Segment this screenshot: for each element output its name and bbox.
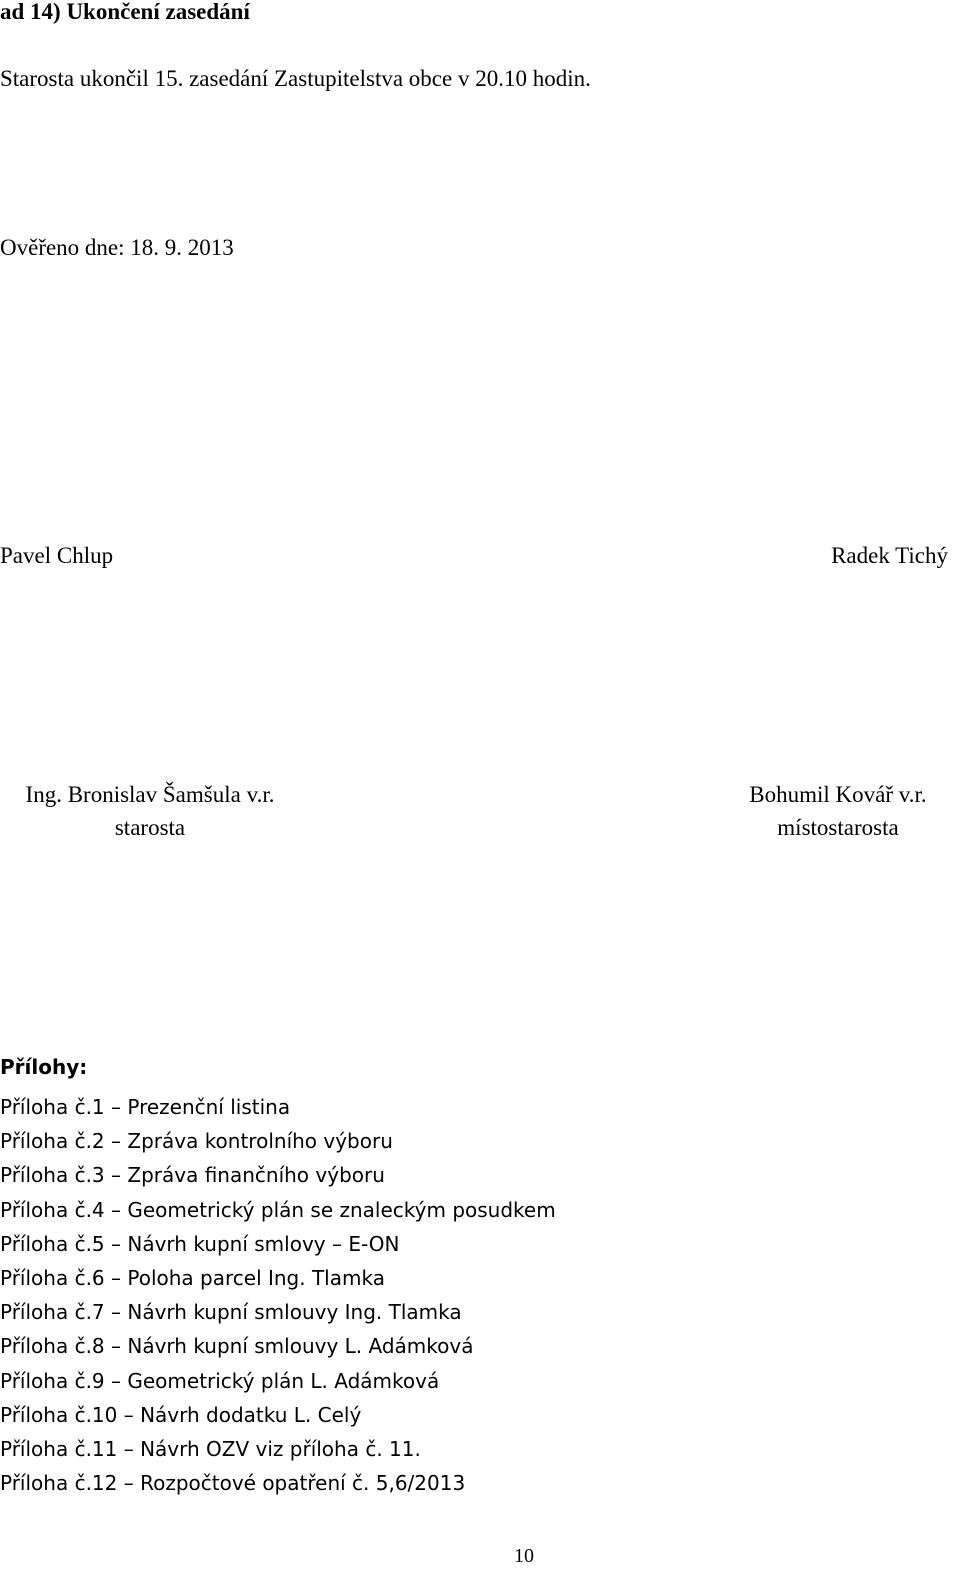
section-heading: ad 14) Ukončení zasedání	[0, 0, 250, 24]
mayor-name: Ing. Bronislav Šamšula v.r.	[25, 782, 275, 807]
attachment-item: Příloha č.2 – Zpráva kontrolního výboru	[0, 1129, 393, 1154]
deputy-mayor-name: Bohumil Kovář v.r.	[749, 782, 927, 807]
attachment-item: Příloha č.10 – Návrh dodatku L. Celý	[0, 1402, 362, 1427]
attachment-item: Příloha č.11 – Návrh OZV viz příloha č. 11.	[0, 1436, 421, 1461]
deputy-mayor-role: místostarosta	[777, 815, 899, 840]
mayor-role: starosta	[114, 815, 186, 840]
signature-block-mayor	[0, 783, 300, 839]
verification-date: Ověřeno dne: 18. 9. 2013	[0, 235, 234, 260]
attachment-item: Příloha č.7 – Návrh kupní smlouvy Ing. Tlamka	[0, 1300, 462, 1325]
attachment-item: Příloha č.12 – Rozpočtové opatření č. 5,6/2013	[0, 1471, 466, 1496]
attachment-item: Příloha č.8 – Návrh kupní smlouvy L. Adámková	[0, 1334, 474, 1359]
attachment-item: Příloha č.1 – Prezenční listina	[0, 1095, 291, 1119]
verifier-right-name: Radek Tichý	[831, 543, 948, 568]
attachments-heading: Přílohy:	[0, 1055, 88, 1079]
attachment-item: Příloha č.4 – Geometrický plán se znaleckým posudkem	[0, 1197, 556, 1222]
page-number: 10	[514, 1545, 534, 1567]
attachment-item: Příloha č.6 – Poloha parcel Ing. Tlamka	[0, 1265, 385, 1290]
attachment-item: Příloha č.9 – Geometrický plán L. Adámková	[0, 1368, 440, 1393]
closing-statement: Starosta ukončil 15. zasedání Zastupitelstva obce v 20.10 hodin.	[0, 66, 591, 91]
verifier-left-name: Pavel Chlup	[0, 543, 114, 568]
signature-block-deputy-mayor	[716, 783, 960, 839]
attachment-item: Příloha č.5 – Návrh kupní smlovy – E-ON	[0, 1231, 400, 1256]
attachments-list	[0, 1090, 556, 1500]
attachment-item: Příloha č.3 – Zpráva finančního výboru	[0, 1163, 385, 1188]
